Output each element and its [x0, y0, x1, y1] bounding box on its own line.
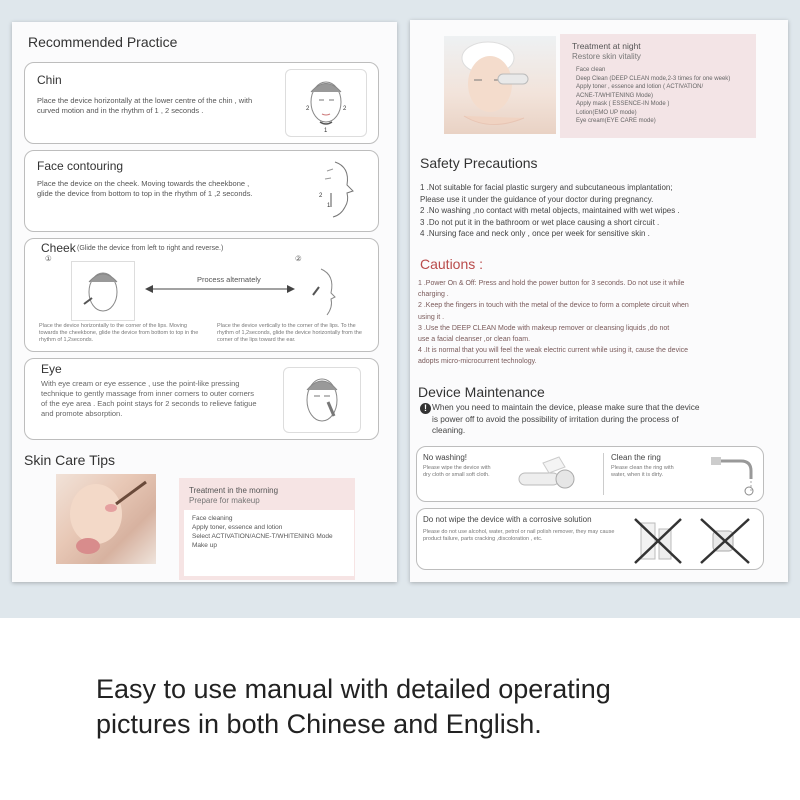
manual-page-right [410, 20, 788, 582]
caution-item: use a facial cleanser ,or clean foam. [418, 336, 531, 344]
corrosive-title: Do not wipe the device with a corrosive solution [423, 515, 592, 524]
caption [96, 672, 776, 742]
cheek-right-text: Place the device vertically to the corner of the lips. To the rhythm of 1,2seconds, glide the device horizontally from the corner of the lips toward the ear. [217, 323, 362, 343]
corrosive-text: Please do not use alcohol, water, petrol or nail polish remover, they may cause product failure, parts cracking ,discoloration , etc. [423, 529, 615, 542]
chin-box [24, 62, 379, 144]
warning-icon: ! [420, 403, 431, 414]
morning-step: Apply toner, essence and lotion [192, 524, 283, 531]
cheek-box [24, 238, 379, 352]
night-panel [560, 34, 756, 138]
cheek-marker-2: ② [295, 254, 302, 263]
night-step: Apply mask ( ESSENCE-IN Mode ) [576, 101, 670, 107]
eye-title: Eye [41, 362, 62, 376]
cautions-list [418, 278, 689, 368]
morning-steps [184, 510, 354, 576]
skin-care-tips-title: Skin Care Tips [24, 452, 116, 468]
face-contouring-box [24, 150, 379, 232]
caution-item: charging . [418, 291, 449, 299]
night-step: Apply toner , essence and lotion ( ACTIVATION/ [576, 84, 704, 90]
maintenance-line: is power off to avoid the possibility of irritation during the process of [432, 413, 679, 424]
safety-list [420, 182, 680, 240]
night-title: Treatment at night [572, 41, 641, 51]
no-chemicals-illustration [631, 513, 759, 565]
manual-page-left [12, 22, 397, 582]
morning-step: Face cleaning [192, 515, 233, 522]
no-washing-text: Please wipe the device with dry cloth or small soft cloth. [423, 465, 491, 478]
faucet-illustration [709, 451, 759, 497]
night-step: Lotion(EMO UP mode) [576, 109, 637, 116]
morning-title: Treatment in the morning [189, 486, 279, 495]
caution-item: 2 .Keep the fingers in touch with the metal of the device to form a complete circuit when [418, 302, 689, 310]
chin-fig-label-left: 2 [306, 106, 310, 112]
safety-item: 3 .Do not put it in the bathroom or wet place causing a short circuit . [420, 217, 660, 227]
face-contouring-text: Place the device on the cheek. Moving towards the cheekbone , glide the device from bottom to top in the rhythm of 1 ,2 seconds. [37, 179, 253, 198]
cheek-left-text: Place the device horizontally to the corner of the lips. Moving towards the cheekbone, glide the device from bottom to top in the rhythm of 1,2seconds. [39, 323, 199, 343]
cheek-process-label: Process alternately [197, 275, 261, 284]
cleaning-box [416, 446, 764, 502]
night-step: ACNE-T/WHITENING Mode) [576, 92, 654, 99]
eye-box [24, 358, 379, 440]
night-step: Face clean [576, 67, 606, 73]
morning-photo [56, 474, 156, 564]
eye-text: With eye cream or eye essence , use the point-like pressing technique to gently massage from inner corners to outer corners of the eye area . Each point stays for 2 seconds to relieve fatigue and promote absorption. [41, 379, 257, 418]
chin-title: Chin [37, 73, 62, 87]
eye-face-illustration [283, 367, 361, 433]
safety-item: 1 .Not suitable for facial plastic surgery and subcutaneous implantation; [420, 183, 673, 192]
cheek-title: Cheek [41, 241, 76, 255]
maintenance-line: When you need to maintain the device, please make sure that the device [432, 402, 700, 412]
face-contouring-title: Face contouring [37, 159, 124, 173]
morning-step: Make up [192, 542, 217, 549]
safety-title: Safety Precautions [420, 155, 538, 171]
safety-item: Please use it under the guidance of your doctor during pregnancy. [420, 194, 654, 204]
device-wipe-illustration [513, 453, 585, 497]
process-arrow [145, 283, 295, 295]
caution-item: 3 .Use the DEEP CLEAN Mode with makeup remover or cleansing liquids ,do not [418, 324, 670, 332]
morning-step: Select ACTIVATION/ACNE-T/WHITENING Mode [192, 533, 333, 540]
chin-face-illustration [285, 69, 367, 137]
profile-face-illustration [305, 157, 367, 223]
clean-ring-text: Please clean the ring with water, when it is dirty. [611, 465, 674, 478]
face-fig-label-2: 2 [319, 193, 323, 199]
night-step: Deep Clean (DEEP CLEAN mode,2-3 times for one week) [576, 75, 731, 82]
caption-line-1: Easy to use manual with detailed operating [96, 674, 611, 704]
night-photo [444, 36, 556, 134]
chin-text: Place the device horizontally at the lower centre of the chin , with curved motion and in the rhythm of 1 , 2 seconds . [37, 96, 253, 115]
cheek-face-right-illustration [301, 265, 345, 321]
caption-line-2: pictures in both Chinese and English. [96, 709, 542, 739]
cheek-face-left-illustration [71, 261, 135, 321]
morning-subtitle: Prepare for makeup [189, 496, 260, 505]
maintenance-title: Device Maintenance [418, 384, 545, 400]
corrosive-box [416, 508, 764, 570]
cleaning-divider [603, 453, 604, 495]
no-washing-title: No washing! [423, 453, 468, 462]
caution-item: 1 .Power On & Off: Press and hold the power button for 3 seconds. Do not use it while [418, 280, 685, 287]
clean-ring-title: Clean the ring [611, 453, 661, 462]
maintenance-line: cleaning. [432, 425, 466, 435]
face-fig-label-1: 1 [327, 203, 331, 209]
recommended-practice-title: Recommended Practice [28, 34, 178, 50]
safety-item: 4 .Nursing face and neck only , once per week for sensitive skin . [420, 229, 650, 238]
safety-item: 2 .No washing ,no contact with metal objects, maintained with wet wipes . [420, 206, 680, 215]
cheek-marker-1: ① [45, 254, 52, 263]
cautions-title: Cautions : [420, 256, 484, 272]
maintenance-text [432, 402, 700, 437]
chin-fig-label-right: 2 [343, 106, 347, 112]
chin-fig-label-bottom: 1 [324, 128, 328, 134]
night-step: Eye cream(EYE CARE mode) [576, 118, 656, 124]
night-subtitle: Restore skin vitality [572, 52, 641, 61]
caution-item: using it . [418, 313, 445, 321]
caution-item: 4 .It is normal that you will feel the weak electric current while using it, cause the device [418, 347, 689, 355]
caution-item: adopts micro-microcurrent technology. [418, 358, 537, 366]
cheek-subtitle: (Glide the device from left to right and reverse.) [77, 245, 224, 252]
